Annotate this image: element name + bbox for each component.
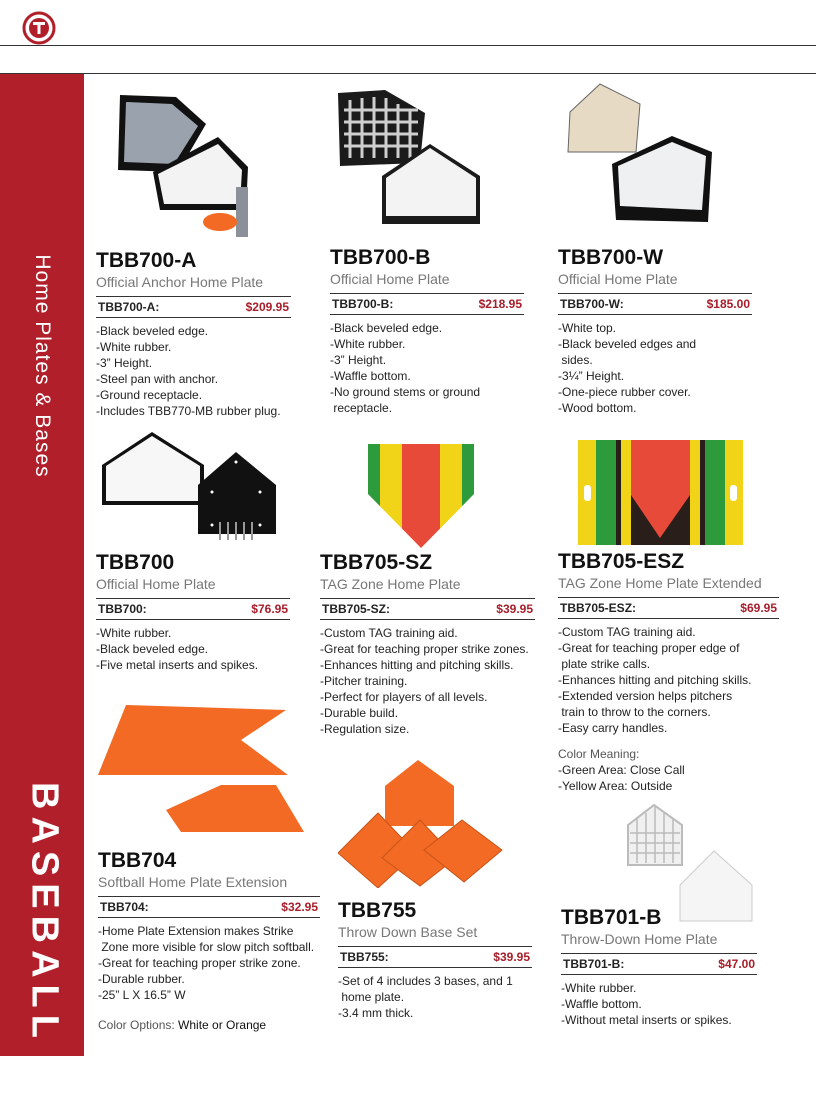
product-image-tbb700-w xyxy=(560,82,720,238)
feature-item: -Pitcher training. xyxy=(320,674,408,688)
price: $209.95 xyxy=(245,300,289,314)
feature-list xyxy=(320,625,535,737)
color-meaning-title: Color Meaning: xyxy=(558,747,640,761)
product-tbb755 xyxy=(338,900,532,1021)
price-label: TBB700-B: xyxy=(332,297,394,311)
price-label: TBB705-SZ: xyxy=(322,602,391,616)
feature-item: -Set of 4 includes 3 bases, and 1 xyxy=(338,974,513,988)
product-name: TAG Zone Home Plate xyxy=(320,576,461,592)
color-options-value: White or Orange xyxy=(178,1018,267,1032)
feature-item: -Great for teaching proper strike zones. xyxy=(320,642,529,656)
price-label: TBB755: xyxy=(340,950,389,964)
price-label: TBB700-W: xyxy=(560,297,624,311)
feature-item: -Durable build. xyxy=(320,706,399,720)
price-line xyxy=(338,946,532,968)
sidebar xyxy=(0,74,84,1092)
price-line xyxy=(96,296,291,318)
feature-item: -3” Height. xyxy=(330,353,387,367)
feature-item: -25” L X 16.5” W xyxy=(98,988,186,1002)
feature-item: -Waffle bottom. xyxy=(330,369,411,383)
feature-item: -Custom TAG training aid. xyxy=(320,626,458,640)
color-meaning-item: -Green Area: Close Call xyxy=(558,763,685,777)
color-options xyxy=(98,1018,266,1032)
feature-list xyxy=(558,624,779,736)
product-tbb705-esz xyxy=(558,551,779,794)
feature-item: -3¼” Height. xyxy=(558,369,625,383)
price: $69.95 xyxy=(740,601,777,615)
feature-item: -White rubber. xyxy=(561,981,637,995)
feature-item: -Great for teaching proper edge of xyxy=(558,641,740,655)
feature-item: -No ground stems or ground xyxy=(330,385,481,399)
feature-item: -Easy carry handles. xyxy=(558,721,668,735)
product-image-tbb705-esz xyxy=(578,440,743,545)
product-tbb704 xyxy=(98,850,320,1003)
feature-item: -White top. xyxy=(558,321,617,335)
feature-item: -Durable rubber. xyxy=(98,972,185,986)
feature-list xyxy=(558,320,752,416)
feature-list xyxy=(561,980,757,1028)
product-image-tbb704 xyxy=(96,700,306,835)
price-line xyxy=(330,293,524,315)
header-rule-lower xyxy=(0,73,816,74)
product-image-tbb701-b xyxy=(622,803,757,923)
feature-list xyxy=(338,973,532,1021)
feature-item: -Black beveled edge. xyxy=(96,324,209,338)
color-options-label: Color Options: xyxy=(98,1018,175,1032)
product-code: TBB700-W xyxy=(558,246,664,269)
feature-item: -Home Plate Extension makes Strike xyxy=(98,924,294,938)
product-code: TBB705-SZ xyxy=(320,551,433,574)
price-label: TBB700-A: xyxy=(98,300,160,314)
product-name: Softball Home Plate Extension xyxy=(98,874,288,890)
price-line xyxy=(558,293,752,315)
product-name: Throw Down Base Set xyxy=(338,924,478,940)
feature-list xyxy=(330,320,524,416)
feature-item: -Enhances hitting and pitching skills. xyxy=(320,658,514,672)
product-name: TAG Zone Home Plate Extended xyxy=(558,575,762,591)
product-name: Official Home Plate xyxy=(558,271,678,287)
feature-item: -Five metal inserts and spikes. xyxy=(96,658,259,672)
product-code: TBB701-B xyxy=(561,906,662,929)
header-rule xyxy=(0,45,816,46)
feature-item: -Black beveled edges and xyxy=(558,337,697,351)
price-label: TBB701-B: xyxy=(563,957,625,971)
price-label: TBB705-ESZ: xyxy=(560,601,637,615)
price-line xyxy=(558,597,779,619)
price: $185.00 xyxy=(706,297,750,311)
section-category: Home Plates & Bases xyxy=(31,254,54,478)
color-meaning-item: -Yellow Area: Outside xyxy=(558,779,673,793)
color-meaning xyxy=(558,746,779,794)
product-code: TBB704 xyxy=(98,849,177,872)
product-tbb705-sz xyxy=(320,552,535,737)
feature-item: -Regulation size. xyxy=(320,722,410,736)
feature-item: -White rubber. xyxy=(330,337,406,351)
product-image-tbb700-a xyxy=(98,92,258,242)
feature-item: train to throw to the corners. xyxy=(558,705,711,719)
feature-item: home plate. xyxy=(338,990,405,1004)
product-code: TBB705-ESZ xyxy=(558,550,685,573)
product-name: Throw-Down Home Plate xyxy=(561,931,718,947)
product-tbb700-w xyxy=(558,247,752,416)
feature-item: plate strike calls. xyxy=(558,657,651,671)
feature-item: -One-piece rubber cover. xyxy=(558,385,691,399)
price-label: TBB700: xyxy=(98,602,147,616)
feature-list xyxy=(98,923,320,1003)
page-number: 60 xyxy=(27,1062,57,1092)
feature-item: -Without metal inserts or spikes. xyxy=(561,1013,732,1027)
feature-list xyxy=(96,323,291,419)
product-name: Official Home Plate xyxy=(330,271,450,287)
price: $39.95 xyxy=(493,950,530,964)
feature-item: -Waffle bottom. xyxy=(561,997,642,1011)
product-tbb701-b xyxy=(561,907,757,1028)
product-code: TBB755 xyxy=(338,899,417,922)
feature-item: -Includes TBB770-MB rubber plug. xyxy=(96,404,281,418)
product-image-tbb755 xyxy=(338,758,538,888)
feature-item: -Perfect for players of all levels. xyxy=(320,690,488,704)
price: $218.95 xyxy=(478,297,522,311)
price-line xyxy=(320,598,535,620)
price-line xyxy=(561,953,757,975)
product-tbb700 xyxy=(96,552,290,673)
product-tbb700-a xyxy=(96,250,291,419)
price-label: TBB704: xyxy=(100,900,149,914)
price: $47.00 xyxy=(718,957,755,971)
feature-item: -White rubber. xyxy=(96,626,172,640)
feature-item: -Black beveled edge. xyxy=(96,642,209,656)
price-line xyxy=(96,598,290,620)
product-name: Official Anchor Home Plate xyxy=(96,274,264,290)
feature-list xyxy=(96,625,290,673)
feature-item: -Ground receptacle. xyxy=(96,388,203,402)
price-line xyxy=(98,896,320,918)
feature-item: receptacle. xyxy=(330,401,393,415)
product-code: TBB700 xyxy=(96,551,175,574)
product-image-tbb700 xyxy=(100,430,280,540)
product-image-tbb705-sz xyxy=(368,444,474,550)
feature-item: -Extended version helps pitchers xyxy=(558,689,733,703)
feature-item: -White rubber. xyxy=(96,340,172,354)
feature-item: -Steel pan with anchor. xyxy=(96,372,219,386)
product-code: TBB700-A xyxy=(96,249,197,272)
product-tbb700-b xyxy=(330,247,524,416)
product-name: Official Home Plate xyxy=(96,576,216,592)
feature-item: -Enhances hitting and pitching skills. xyxy=(558,673,752,687)
price: $76.95 xyxy=(251,602,288,616)
brand-logo-icon xyxy=(22,11,56,45)
feature-item: -Great for teaching proper strike zone. xyxy=(98,956,301,970)
price: $39.95 xyxy=(496,602,533,616)
product-image-tbb700-b xyxy=(330,88,490,236)
feature-item: -3” Height. xyxy=(96,356,153,370)
feature-item: -Custom TAG training aid. xyxy=(558,625,696,639)
section-sport: BASEBALL xyxy=(23,782,66,1045)
feature-item: -Black beveled edge. xyxy=(330,321,443,335)
feature-item: Zone more visible for slow pitch softball. xyxy=(98,940,315,954)
price: $32.95 xyxy=(281,900,318,914)
feature-item: -3.4 mm thick. xyxy=(338,1006,414,1020)
feature-item: sides. xyxy=(558,353,593,367)
product-code: TBB700-B xyxy=(330,246,431,269)
feature-item: -Wood bottom. xyxy=(558,401,637,415)
